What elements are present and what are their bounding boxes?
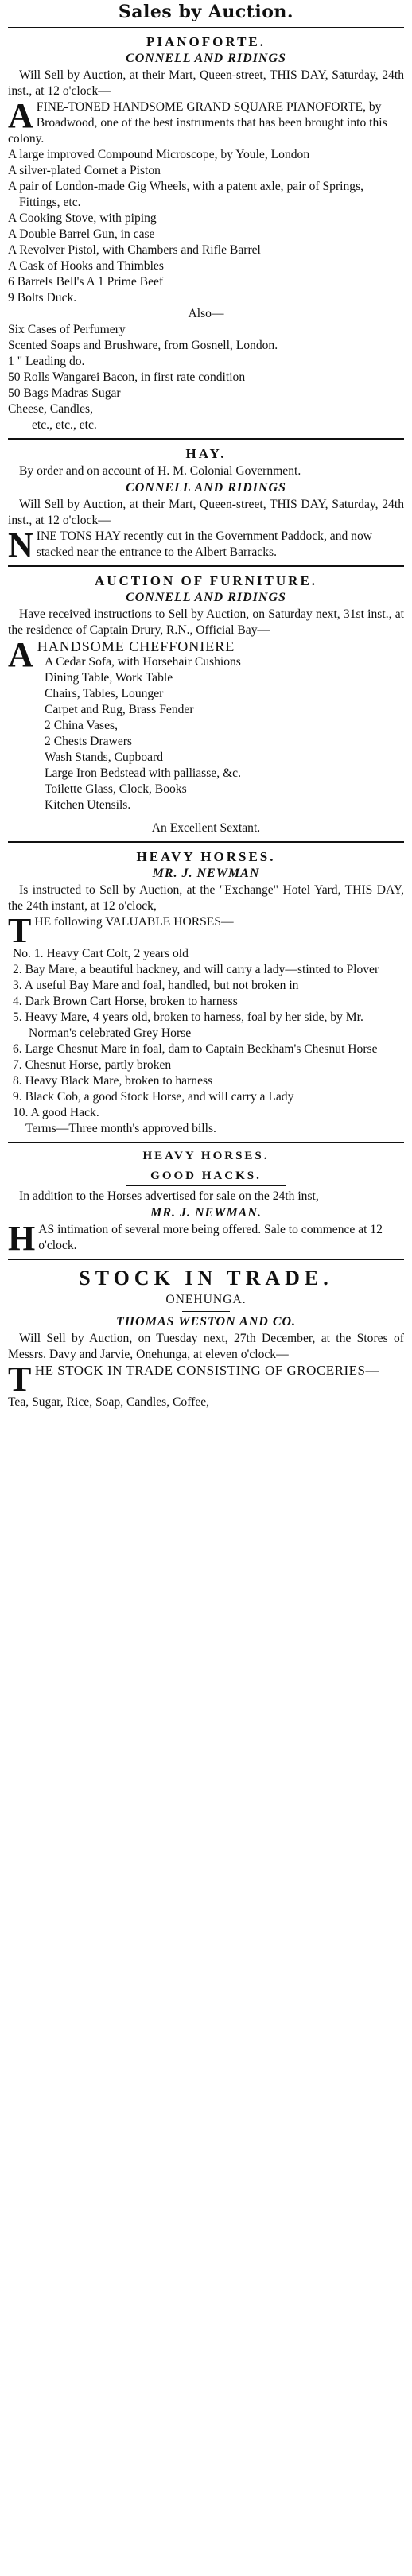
lead-paragraph <box>8 1219 404 1258</box>
lot-item: Large Iron Bedstead with palliasse, &c. <box>45 766 241 780</box>
lead-text: HE STOCK IN TRADE CONSISTING OF GROCERIES— <box>34 1363 379 1378</box>
horse-lot: 7. Chesnut Horse, partly broken <box>13 1058 172 1072</box>
lot-item: Dining Table, Work Table <box>45 671 173 685</box>
auctioneer-name: THOMAS WESTON AND CO. <box>115 1315 297 1329</box>
lot-item: Chairs, Tables, Lounger <box>45 687 164 700</box>
horse-lot: No. 1. Heavy Cart Colt, 2 years old <box>13 947 189 960</box>
masthead-title: Sales by Auction. <box>8 0 404 28</box>
advertisement-pianoforte <box>8 28 404 438</box>
ad-intro: Will Sell by Auction, on Tuesday next, 27th December, at the Stores of Messrs. Davy and Jarvie, Onehunga, at eleven o'clock— <box>8 1332 404 1361</box>
lot-item: A Cooking Stove, with piping <box>8 211 157 225</box>
horse-lot: 2. Bay Mare, a beautiful hackney, and will carry a lady—stinted to Plover <box>13 963 379 976</box>
lot-item: Carpet and Rug, Brass Fender <box>45 703 194 716</box>
horse-lot: 6. Large Chesnut Mare in foal, dam to Captain Beckham's Chesnut Horse <box>13 1042 378 1056</box>
auctioneer-name: CONNELL AND RIDINGS <box>126 52 286 65</box>
ad-heading: AUCTION OF FURNITURE. <box>94 573 318 588</box>
advertisement-hay <box>8 438 404 565</box>
drop-cap: H <box>8 1219 36 1258</box>
lot-item: 6 Barrels Bell's A 1 Prime Beef <box>8 275 164 289</box>
ad-heading: PIANOFORTE. <box>146 34 266 49</box>
lot-item: A silver-plated Cornet a Piston <box>8 164 161 177</box>
drop-cap: A <box>8 635 34 674</box>
lot-item: 50 Bags Madras Sugar <box>8 386 121 400</box>
auctioneer-name: CONNELL AND RIDINGS <box>126 591 286 604</box>
horse-lot: 5. Heavy Mare, 4 years old, broken to harness, foal by her side, by Mr. Norman's celebrated Grey Horse <box>13 1011 363 1040</box>
lot-item: A Revolver Pistol, with Chambers and Rifle Barrel <box>8 243 261 257</box>
payment-terms: Terms—Three month's approved bills. <box>25 1122 216 1135</box>
closing-note: An Excellent Sextant. <box>151 821 261 835</box>
lot-item: Toilette Glass, Clock, Books <box>45 782 187 796</box>
lot-item: etc., etc., etc. <box>32 418 97 432</box>
goods-list: Tea, Sugar, Rice, Soap, Candles, Coffee, <box>8 1395 210 1409</box>
lot-item: 50 Rolls Wangarei Bacon, in first rate condition <box>8 370 246 384</box>
ad-subheading: GOOD HACKS. <box>150 1170 262 1182</box>
lot-item: A large improved Compound Microscope, by Youle, London <box>8 148 310 161</box>
divider <box>126 1185 286 1186</box>
ad-place: ONEHUNGA. <box>165 1293 247 1306</box>
advertisement-good-hacks <box>8 1142 404 1259</box>
lot-item: Wash Stands, Cupboard <box>45 751 164 764</box>
horse-lot: 8. Heavy Black Mare, broken to harness <box>13 1074 213 1088</box>
lot-item: Cheese, Candles, <box>8 402 93 416</box>
lot-item: 2 China Vases, <box>45 719 118 732</box>
lead-text: AS intimation of several more being offered. Sale to commence at 12 o'clock. <box>38 1223 383 1252</box>
lot-item: 9 Bolts Duck. <box>8 291 77 305</box>
lot-item: Six Cases of Perfumery <box>8 323 126 336</box>
ad-intro: Is instructed to Sell by Auction, at the "Exchange" Hotel Yard, THIS DAY, the 24th instant, at 12 o'clock, <box>8 883 404 913</box>
lot-item: 2 Chests Drawers <box>45 735 133 748</box>
lot-item: A Cask of Hooks and Thimbles <box>8 259 164 273</box>
ad-heading: HEAVY HORSES. <box>142 1150 270 1162</box>
lot-item: 1 " Leading do. <box>8 355 85 368</box>
lead-text: HE following VALUABLE HORSES— <box>34 915 234 929</box>
horse-lot: 10. A good Hack. <box>13 1106 99 1119</box>
advertisement-heavy-horses <box>8 841 404 1142</box>
auctioneer-name: MR. J. NEWMAN <box>152 867 260 880</box>
lot-item: A Cedar Sofa, with Horsehair Cushions <box>45 655 241 669</box>
advertisement-furniture <box>8 565 404 841</box>
auctioneer-name: MR. J. NEWMAN. <box>150 1206 262 1220</box>
horse-lot: 3. A useful Bay Mare and foal, handled, but not broken in <box>13 979 299 992</box>
also-label: Also— <box>188 307 224 320</box>
lead-paragraph <box>8 911 404 950</box>
lot-item: A Double Barrel Gun, in case <box>8 227 155 241</box>
drop-cap: A <box>8 96 33 135</box>
lot-item: Kitchen Utensils. <box>45 798 131 812</box>
lead-text: FINE-TONED HANDSOME GRAND SQUARE PIANOFORTE, by Broadwood, one of the best instruments that has been brought into this colony. <box>8 100 387 145</box>
lead-text: INE TONS HAY recently cut in the Government Paddock, and now stacked near the entrance to the Albert Barracks. <box>36 530 373 559</box>
drop-cap: T <box>8 1360 32 1399</box>
ad-intro: Have received instructions to Sell by Auction, on Saturday next, 31st inst., at the residence of Captain Drury, R.N., Official Bay— <box>8 607 404 637</box>
lead-paragraph <box>8 96 404 147</box>
lead-paragraph <box>8 1360 404 1399</box>
ad-heading: STOCK IN TRADE. <box>79 1267 333 1290</box>
ad-intro: In addition to the Horses advertised for sale on the 24th inst, <box>19 1189 319 1203</box>
lot-item: Scented Soaps and Brushware, from Gosnell, London. <box>8 339 278 352</box>
ad-intro: Will Sell by Auction, at their Mart, Queen-street, THIS DAY, Saturday, 24th inst., at 12 o'clock— <box>8 498 404 527</box>
divider <box>182 1311 230 1312</box>
ad-order-note: By order and on account of H. M. Colonial Government. <box>19 464 301 478</box>
lead-paragraph <box>8 526 404 564</box>
ad-intro: Will Sell by Auction, at their Mart, Queen-street, THIS DAY, Saturday, 24th inst., at 12 o'clock— <box>8 68 404 98</box>
lot-item: A pair of London-made Gig Wheels, with a patent axle, pair of Springs, Fittings, etc. <box>8 180 364 209</box>
auctioneer-name: CONNELL AND RIDINGS <box>126 481 286 495</box>
drop-cap: T <box>8 911 32 950</box>
drop-cap: N <box>8 526 33 564</box>
ad-heading: HEAVY HORSES. <box>136 849 276 864</box>
advertisement-stock-in-trade <box>8 1259 404 1415</box>
horse-lot: 4. Dark Brown Cart Horse, broken to harness <box>13 995 238 1008</box>
ad-heading: HAY. <box>185 446 227 461</box>
lead-text: HANDSOME CHEFFONIERE <box>37 638 235 654</box>
horse-lot: 9. Black Cob, a good Stock Horse, and will carry a Lady <box>13 1090 294 1104</box>
